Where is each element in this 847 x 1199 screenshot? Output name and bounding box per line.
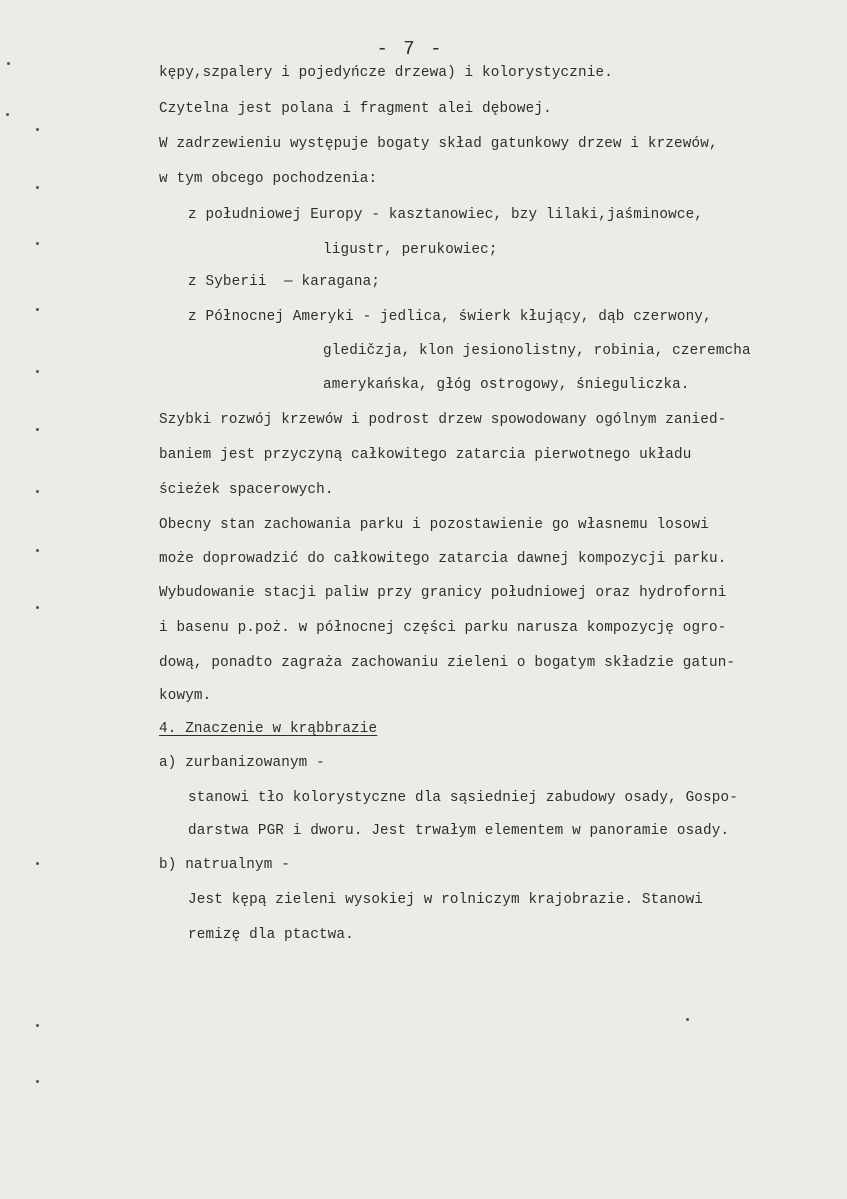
text-line: gledičzja, klon jesionolistny, robinia, czeremcha [323, 343, 751, 359]
text-line: i basenu p.poż. w północnej części parku narusza kompozycję ogro- [159, 620, 727, 636]
text-line: z południowej Europy - kasztanowiec, bzy lilaki,jaśminowce, [188, 207, 704, 223]
scan-mark [36, 370, 39, 373]
scan-mark [36, 549, 39, 552]
text-line: w tym obcego pochodzenia: [159, 171, 378, 187]
text-line: z Północnej Ameryki - jedlica, świerk kłujący, dąb czerwony, [188, 309, 712, 325]
scan-mark [36, 242, 39, 245]
scan-mark [7, 62, 10, 65]
text-line: amerykańska, głóg ostrogowy, śnieguliczka. [323, 377, 690, 393]
text-line: dową, ponadto zagraża zachowaniu zieleni o bogatym składzie gatun- [159, 655, 736, 671]
text-line: Wybudowanie stacji paliw przy granicy południowej oraz hydroforni [159, 585, 727, 601]
scan-mark [686, 1018, 689, 1021]
text-line: baniem jest przyczyną całkowitego zatarcia pierwotnego układu [159, 447, 692, 463]
scan-mark [36, 308, 39, 311]
scan-mark [36, 428, 39, 431]
scan-mark [36, 1080, 39, 1083]
text-line: kowym. [159, 688, 212, 704]
text-line: Jest kępą zieleni wysokiej w rolniczym krajobrazie. Stanowi [188, 892, 704, 908]
text-line: ligustr, perukowiec; [323, 242, 498, 258]
page-number: - 7 - [376, 38, 444, 60]
text-line: może doprowadzić do całkowitego zatarcia dawnej kompozycji parku. [159, 551, 727, 567]
scan-mark [6, 113, 9, 116]
scan-mark [36, 1024, 39, 1027]
text-line: darstwa PGR i dworu. Jest trwałym elementem w panoramie osady. [188, 823, 730, 839]
scan-mark [36, 862, 39, 865]
scan-mark [36, 606, 39, 609]
text-line: a) zurbanizowanym - [159, 755, 325, 771]
text-line: Czytelna jest polana i fragment alei dębowej. [159, 101, 552, 117]
text-line: Szybki rozwój krzewów i podrost drzew spowodowany ogólnym zanied- [159, 412, 727, 428]
text-line: kępy,szpalery i pojedyńcze drzewa) i kolorystycznie. [159, 65, 613, 81]
text-line: stanowi tło kolorystyczne dla sąsiedniej zabudowy osady, Gospo- [188, 790, 738, 806]
text-line: ścieżek spacerowych. [159, 482, 334, 498]
text-line: W zadrzewieniu występuje bogaty skład gatunkowy drzew i krzewów, [159, 136, 718, 152]
section-heading: 4. Znaczenie w krąbbrazie [159, 721, 378, 737]
text-line: Obecny stan zachowania parku i pozostawienie go własnemu losowi [159, 517, 709, 533]
scan-mark [36, 128, 39, 131]
text-line: b) natrualnym - [159, 857, 290, 873]
scan-mark [36, 490, 39, 493]
text-line: remizę dla ptactwa. [188, 927, 354, 943]
scan-mark [36, 186, 39, 189]
text-line: z Syberii — karagana; [188, 274, 381, 290]
